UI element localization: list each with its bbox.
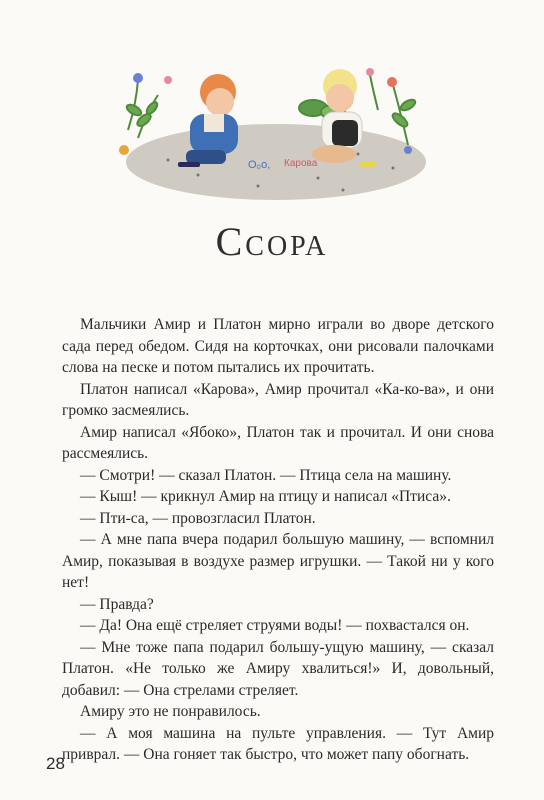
boy-left-figure bbox=[178, 74, 238, 167]
plants-left bbox=[125, 80, 159, 138]
paragraph: Амиру это не понравилось. bbox=[80, 703, 261, 720]
flower-pink-right bbox=[366, 68, 374, 76]
paragraph: Платон написал «Карова», Амир прочитал «Ка-ко-ва», и они громко засмеялись. bbox=[62, 380, 494, 419]
paragraph: — А моя машина на пульте управления. — Тут Амир приврал. — Она гоняет так быстро, что может папу обогнать. bbox=[62, 724, 494, 763]
flower-red bbox=[387, 77, 397, 87]
chapter-title: Ссора bbox=[215, 219, 329, 264]
sand-word-2: Карова bbox=[284, 158, 318, 169]
flower-orange bbox=[119, 145, 129, 155]
paragraph: — Да! Она ещё стреляет струями воды! — похвастался он. bbox=[80, 617, 470, 634]
children-playing-illustration bbox=[108, 50, 438, 210]
paragraph: Амир написал «Ябоко», Платон так и прочитал. И они снова рассмеялись. bbox=[62, 423, 494, 462]
paragraph: — Кыш! — крикнул Амир на птицу и написал «Птиса». bbox=[80, 488, 451, 505]
chapter-illustration bbox=[108, 50, 438, 210]
paragraph: — Смотри! — сказал Платон. — Птица села на машину. bbox=[80, 466, 452, 484]
paragraph: — А мне папа вчера подарил большую машину, — вспомнил Амир, показывая в воздухе размер игрушки. — Такой ни у кого нет! bbox=[62, 531, 494, 591]
paragraph: — Правда? bbox=[80, 595, 154, 613]
paragraph: — Пти-са, — провозгласил Платон. bbox=[80, 509, 316, 527]
chapter-text bbox=[62, 314, 494, 766]
flower-pink bbox=[164, 76, 172, 84]
page-number: 28 bbox=[46, 754, 65, 773]
sand-patch bbox=[126, 124, 426, 200]
flower-blue bbox=[133, 73, 143, 83]
sand-word-1: О₀о, bbox=[248, 159, 271, 171]
paragraph: — Мне тоже папа подарил большу-ущую машину, — сказал Платон. «Не только же Амиру хвалиться!» И, довольный, добавил: — Она стрелами стреляет. bbox=[62, 638, 494, 699]
paragraph: Мальчики Амир и Платон мирно играли во дворе детского сада перед обедом. Сидя на корточках, они рисовали палочками слова на песке и потом пытались их прочитать. bbox=[62, 316, 494, 376]
flower-blue-right bbox=[404, 146, 412, 154]
